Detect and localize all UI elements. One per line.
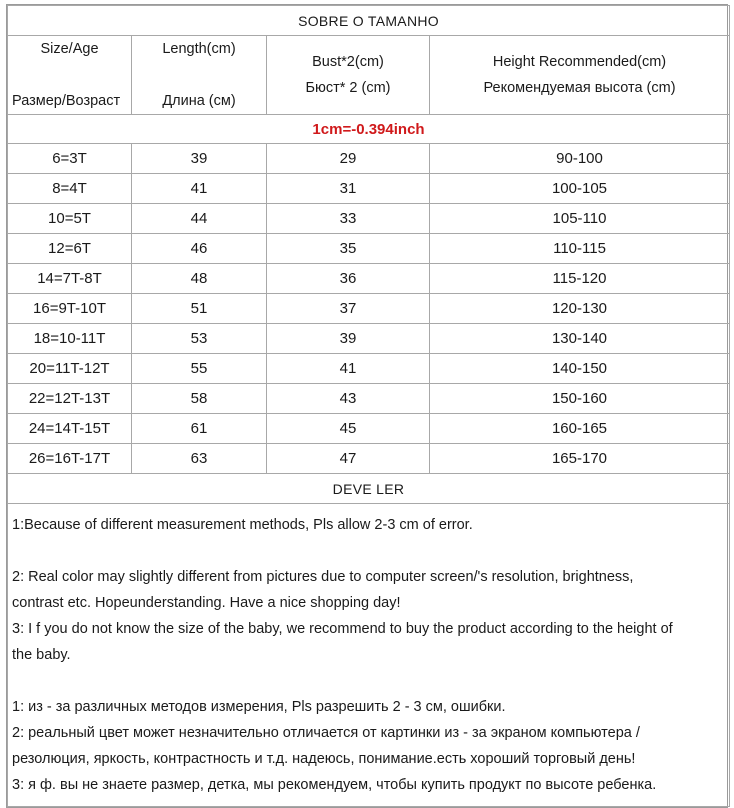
cell-length: 48 <box>132 264 267 294</box>
note-ru-2b: резолюция, яркость, контрастность и т.д. надеюсь, понимание.есть хороший торговый день! <box>12 751 636 767</box>
table-row <box>8 174 730 204</box>
header-row <box>8 36 730 115</box>
cell-length: 46 <box>132 234 267 264</box>
table-row <box>8 324 730 354</box>
cell-height: 150-160 <box>430 384 730 414</box>
cell-height: 105-110 <box>430 204 730 234</box>
cell-height: 130-140 <box>430 324 730 354</box>
table-row <box>8 354 730 384</box>
cell-length: 53 <box>132 324 267 354</box>
table-row <box>8 294 730 324</box>
cell-length: 63 <box>132 444 267 474</box>
table-row <box>8 144 730 174</box>
cell-height: 165-170 <box>430 444 730 474</box>
cell-bust: 36 <box>267 264 430 294</box>
cell-bust: 45 <box>267 414 430 444</box>
cell-height: 90-100 <box>430 144 730 174</box>
cell-size: 12=6T <box>8 234 132 264</box>
table-row <box>8 204 730 234</box>
cell-length: 51 <box>132 294 267 324</box>
table-row <box>8 444 730 474</box>
chart-title: SOBRE O TAMANHO <box>8 6 730 36</box>
must-read-label: DEVE LER <box>8 474 730 504</box>
header-bust <box>267 36 430 115</box>
cell-size: 20=11T-12T <box>8 354 132 384</box>
cell-size: 22=12T-13T <box>8 384 132 414</box>
cell-height: 110-115 <box>430 234 730 264</box>
header-height <box>430 36 730 115</box>
cell-bust: 47 <box>267 444 430 474</box>
size-chart <box>6 4 728 808</box>
cell-height: 160-165 <box>430 414 730 444</box>
header-height-ru: Рекомендуемая высота (cm) <box>483 80 676 96</box>
cell-bust: 35 <box>267 234 430 264</box>
cell-length: 61 <box>132 414 267 444</box>
table-row <box>8 234 730 264</box>
note-ru-1: 1: из - за различных методов измерения, Pls разрешить 2 - 3 см, ошибки. <box>12 699 506 715</box>
header-bust-en: Bust*2(cm) <box>312 54 384 70</box>
size-table <box>7 5 730 807</box>
cell-length: 58 <box>132 384 267 414</box>
cell-bust: 37 <box>267 294 430 324</box>
cell-size: 24=14T-15T <box>8 414 132 444</box>
cell-bust: 29 <box>267 144 430 174</box>
cell-size: 18=10-11T <box>8 324 132 354</box>
cell-length: 41 <box>132 174 267 204</box>
cell-height: 100-105 <box>430 174 730 204</box>
cell-length: 55 <box>132 354 267 384</box>
cell-length: 44 <box>132 204 267 234</box>
header-size <box>8 36 132 115</box>
cell-bust: 33 <box>267 204 430 234</box>
cell-bust: 43 <box>267 384 430 414</box>
header-length-en: Length(cm) <box>162 41 236 57</box>
cell-size: 14=7T-8T <box>8 264 132 294</box>
table-row <box>8 264 730 294</box>
header-bust-ru: Бюст* 2 (cm) <box>305 80 391 96</box>
notes-block <box>8 504 730 807</box>
cell-height: 115-120 <box>430 264 730 294</box>
note-en-2a: 2: Real color may slightly different from pictures due to computer screen/'s resolution, brightness, <box>12 569 634 585</box>
header-size-en: Size/Age <box>40 41 99 57</box>
cell-size: 6=3T <box>8 144 132 174</box>
cell-size: 10=5T <box>8 204 132 234</box>
table-row <box>8 384 730 414</box>
note-en-3b: the baby. <box>12 647 71 663</box>
cell-height: 120-130 <box>430 294 730 324</box>
table-row <box>8 414 730 444</box>
conversion-note: 1cm=-0.394inch <box>8 115 730 144</box>
header-size-ru: Размер/Возраст <box>12 93 121 109</box>
cell-length: 39 <box>132 144 267 174</box>
note-en-1: 1:Because of different measurement methods, Pls allow 2-3 cm of error. <box>12 517 473 533</box>
cell-size: 8=4T <box>8 174 132 204</box>
note-en-3a: 3: I f you do not know the size of the baby, we recommend to buy the product according to the height of <box>12 621 673 637</box>
cell-height: 140-150 <box>430 354 730 384</box>
cell-bust: 41 <box>267 354 430 384</box>
header-length-ru: Длина (см) <box>162 93 236 109</box>
cell-bust: 31 <box>267 174 430 204</box>
cell-size: 26=16T-17T <box>8 444 132 474</box>
cell-bust: 39 <box>267 324 430 354</box>
header-height-en: Height Recommended(cm) <box>492 54 667 70</box>
note-en-2b: contrast etc. Hopeunderstanding. Have a nice shopping day! <box>12 595 401 611</box>
note-ru-2a: 2: реальный цвет может незначительно отличается от картинки из - за экраном компьютера / <box>12 725 640 741</box>
cell-size: 16=9T-10T <box>8 294 132 324</box>
header-length <box>132 36 267 115</box>
note-ru-3: 3: я ф. вы не знаете размер, детка, мы рекомендуем, чтобы купить продукт по высоте ребенка. <box>12 777 657 793</box>
